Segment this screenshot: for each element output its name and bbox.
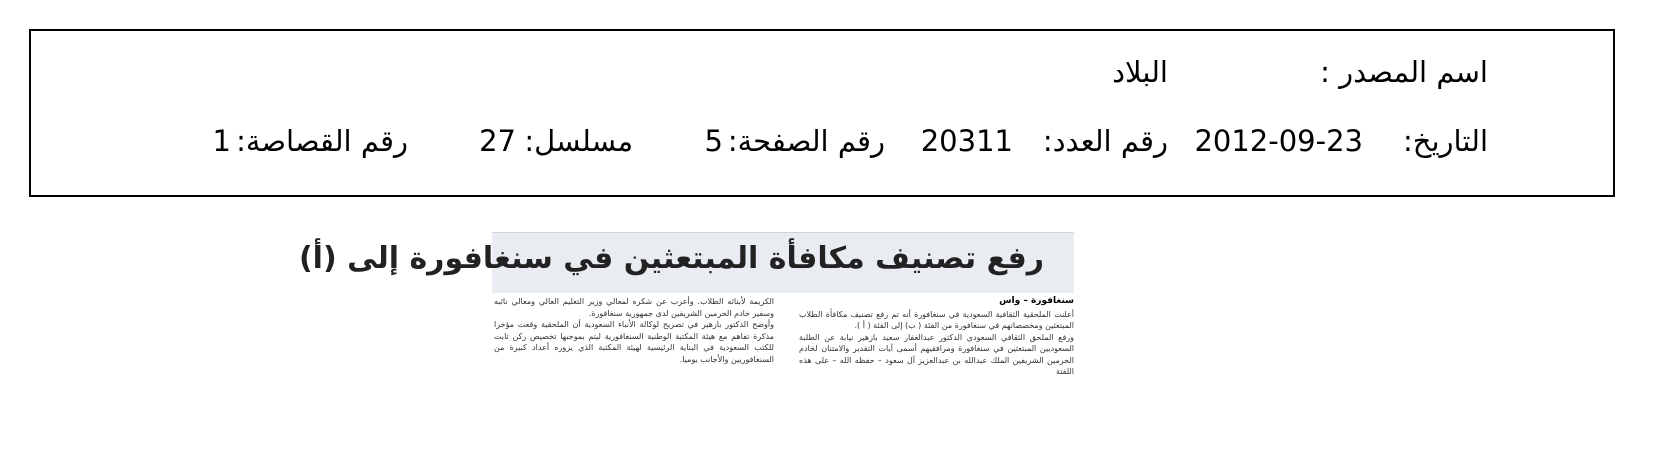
serial-label: مسلسل: — [524, 124, 633, 158]
article-column-right — [799, 296, 1074, 378]
clip-number-label: رقم القصاصة: — [236, 124, 408, 158]
serial-value: 27 — [479, 124, 516, 158]
issue-label: رقم العدد: — [1042, 124, 1168, 158]
source-label: اسم المصدر : — [1320, 55, 1488, 89]
clip-number-value: 1 — [212, 124, 231, 158]
date-label: التاريخ: — [1402, 124, 1488, 158]
newspaper-clipping — [298, 228, 1074, 406]
issue-value: 20311 — [920, 124, 1013, 158]
article-paragraph: أعلنت الملحقية الثقافية السعودية في سنغافورة أنه تم رفع تصنيف مكافأة الطلاب المبتعثين ومخصصاتهم في سنغافورة من الفئة ( ب) إلى الفئة ( أ ). — [799, 309, 1074, 330]
article-paragraph: ورفع الملحق الثقافي السعودي الدكتور عبدالغفار سعيد بازهير نيابة عن الطلبة السعوديين المبتعثين في سنغافورة ومرافقيهم أسمى آيات التقدير والامتنان لخادم الحرمين الشريفين الملك عبدالله بن عبدالعزيز آل سعود – حفظه الله – على هذه اللفتة — [799, 332, 1074, 376]
article-dateline: سنغافورة – واس — [999, 296, 1074, 306]
article-paragraph: وأوضح الدكتور بازهير في تصريح لوكالة الأنباء السعودية أن الملحقية وقعت مؤخرا مذكرة تفاهم مع هيئة المكتبة الوطنية السنغافورية ليتم بموجبها تخصيص ركن ثابت للكتب السعودية في البناية الرئيسية لهيئة المكتبة الذي يزوره أعداد كبيرة من السنغافوريين والأجانب يوميا. — [494, 320, 774, 364]
date-value: 2012-09-23 — [1194, 124, 1363, 158]
article-paragraph: الكريمة لأبنائه الطلاب. وأعرب عن شكره لمعالي وزير التعليم العالي ومعالي نائبه وسفير خادم الحرمين الشريفين لدى جمهورية سنغافورة. — [494, 297, 774, 318]
article-column-left — [494, 296, 774, 365]
source-value: البلاد — [1112, 55, 1168, 89]
page-value: 5 — [704, 124, 723, 158]
article-headline: رفع تصنيف مكافأة المبتعثين في سنغافورة إلى (أ) — [298, 241, 1044, 276]
headline-band — [298, 232, 1074, 293]
page-label: رقم الصفحة: — [727, 124, 885, 158]
